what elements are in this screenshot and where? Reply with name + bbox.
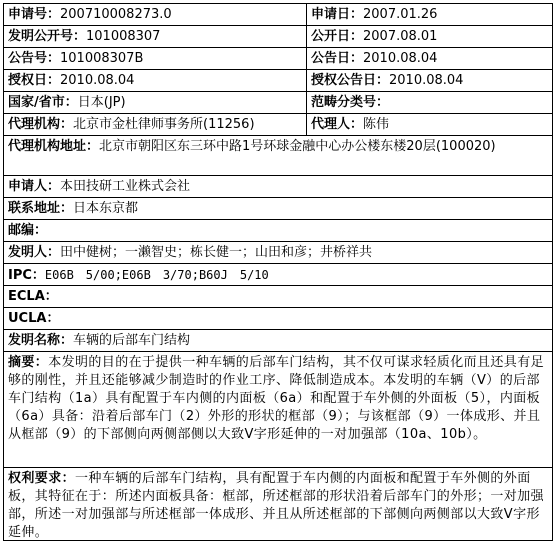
ipc-label: IPC： (8, 268, 45, 283)
publication-date-label: 公开日： (311, 29, 364, 44)
abstract-cell (4, 352, 552, 467)
agency-address-cell (4, 136, 552, 175)
grant-date-label: 授权日： (8, 73, 61, 88)
category-label: 范畴分类号： (311, 95, 390, 110)
row-grant (4, 70, 552, 92)
row-postcode (4, 220, 552, 242)
grant-announcement-date-label: 授权公告日： (311, 73, 390, 88)
contact-address-label: 联系地址： (8, 201, 74, 216)
row-title (4, 330, 552, 352)
country-label: 国家/省市： (8, 95, 78, 110)
application-number-label: 申请号： (8, 7, 61, 22)
announcement-date-label: 公告日： (311, 51, 364, 66)
claims-text: 一种车辆的后部车门结构，具有配置于车内侧的内面板和配置于车外侧的外面板，其特征在于：所述内面板具备：框部，所述框部的形状沿着后部车门的外形；一对加强部，所述一对加强部与所述框部一体成形、并且从所述框部的下部侧向两侧部以大致V字形延伸。 (8, 471, 545, 540)
agency-cell (4, 114, 306, 135)
abstract-text: 本发明的目的在于提供一种车辆的后部车门结构，其不仅可谋求轻质化而且还具有足够的刚性，并且还能够减少制造时的作业工序、降低制造成本。本发明的车辆（V）的后部车门结构（1a）具有配置于车内侧的内面板（6a）和配置于车外侧的外面板（5），内面板（6a）具备：沿着后部车门（2）外形的形状的框部（9）；与该框部（9）一体成形、并且从框部（9）的下部侧向两侧部侧以大致V字形延伸的一对加强部（10a、10b）。 (8, 355, 545, 442)
row-ecla (4, 286, 552, 308)
ucla-label: UCLA： (8, 311, 60, 326)
country-cell (4, 92, 306, 113)
row-announcement (4, 48, 552, 70)
row-agency-address (4, 136, 552, 176)
row-ucla (4, 308, 552, 330)
row-country (4, 92, 552, 114)
row-application (4, 4, 552, 26)
row-contact-address (4, 198, 552, 220)
publication-date-cell (306, 26, 552, 47)
applicant-value: 本田技研工业株式会社 (60, 179, 191, 194)
announcement-number-cell (4, 48, 306, 69)
patent-record-table (3, 3, 553, 541)
publication-number-label: 发明公开号： (8, 29, 87, 44)
agent-label: 代理人： (311, 117, 364, 132)
postcode-cell (4, 220, 552, 241)
row-abstract (4, 352, 552, 468)
applicant-cell (4, 176, 552, 197)
application-date-cell (306, 4, 552, 25)
ipc-value: E06B 5/00;E06B 3/70;B60J 5/10 (44, 268, 269, 282)
row-publication (4, 26, 552, 48)
contact-address-value: 日本东京都 (73, 201, 139, 216)
agency-label: 代理机构： (8, 117, 74, 132)
country-value: 日本(JP) (77, 95, 126, 110)
publication-number-value: 101008307 (86, 29, 161, 44)
announcement-date-value: 2010.08.04 (363, 51, 438, 66)
agent-cell (306, 114, 552, 135)
agency-address-label: 代理机构地址： (8, 139, 100, 154)
claims-cell (4, 468, 552, 548)
application-date-value: 2007.01.26 (363, 7, 438, 22)
inventors-value: 田中健树；一濑智史；栋长健一；山田和彦；井桥祥共 (60, 245, 373, 260)
applicant-label: 申请人： (8, 179, 61, 194)
ecla-label: ECLA： (8, 289, 58, 304)
postcode-label: 邮编： (8, 223, 48, 238)
application-number-value: 200710008273.0 (60, 7, 172, 22)
contact-address-cell (4, 198, 552, 219)
inventors-cell (4, 242, 552, 263)
ipc-cell (4, 264, 552, 285)
grant-announcement-date-cell (306, 70, 552, 91)
title-label: 发明名称： (8, 333, 74, 348)
agent-value: 陈伟 (363, 117, 390, 132)
title-cell (4, 330, 552, 351)
publication-date-value: 2007.08.01 (363, 29, 438, 44)
claims-label: 权利要求： (8, 471, 76, 486)
application-date-label: 申请日： (311, 7, 364, 22)
grant-announcement-date-value: 2010.08.04 (389, 73, 464, 88)
row-inventors (4, 242, 552, 264)
announcement-number-label: 公告号： (8, 51, 61, 66)
ucla-cell (4, 308, 552, 329)
publication-number-cell (4, 26, 306, 47)
row-applicant (4, 176, 552, 198)
agency-address-value: 北京市朝阳区东三环中路1号环球金融中心办公楼东楼20层(100020) (99, 139, 496, 154)
row-agency (4, 114, 552, 136)
ecla-cell (4, 286, 552, 307)
grant-date-value: 2010.08.04 (60, 73, 135, 88)
abstract-label: 摘要： (8, 355, 49, 370)
agency-value: 北京市金杜律师事务所(11256) (73, 117, 255, 132)
row-ipc (4, 264, 552, 286)
grant-date-cell (4, 70, 306, 91)
announcement-date-cell (306, 48, 552, 69)
title-value: 车辆的后部车门结构 (73, 333, 191, 348)
announcement-number-value: 101008307B (60, 51, 144, 66)
application-number-cell (4, 4, 306, 25)
category-cell (306, 92, 552, 113)
row-claims (4, 468, 552, 548)
inventors-label: 发明人： (8, 245, 61, 260)
